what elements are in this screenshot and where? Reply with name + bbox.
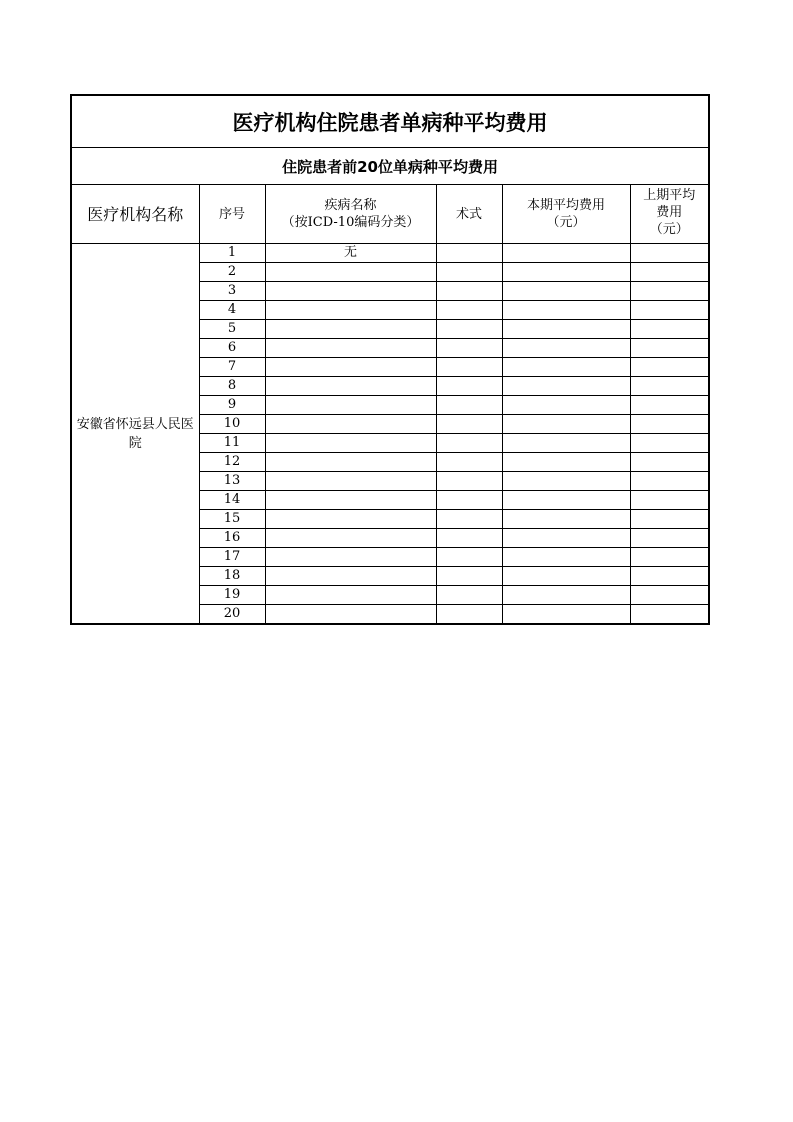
row-seq: 5 [199, 320, 265, 339]
row-seq: 2 [199, 263, 265, 282]
header-institution: 医疗机构名称 [71, 185, 199, 244]
row-previous-cost [630, 339, 709, 358]
row-seq: 14 [199, 491, 265, 510]
row-surgery [436, 567, 502, 586]
row-surgery [436, 244, 502, 263]
row-seq: 20 [199, 605, 265, 625]
row-seq: 6 [199, 339, 265, 358]
subtitle-row [71, 148, 709, 185]
row-current-cost [502, 434, 630, 453]
header-current-line2: （元） [546, 215, 586, 230]
row-disease [265, 510, 436, 529]
row-previous-cost [630, 244, 709, 263]
row-disease [265, 491, 436, 510]
row-disease [265, 548, 436, 567]
row-previous-cost [630, 605, 709, 625]
row-current-cost [502, 263, 630, 282]
row-previous-cost [630, 396, 709, 415]
header-disease [265, 185, 436, 244]
row-seq: 16 [199, 529, 265, 548]
row-surgery [436, 548, 502, 567]
row-disease [265, 320, 436, 339]
row-current-cost [502, 320, 630, 339]
row-surgery [436, 510, 502, 529]
row-disease [265, 586, 436, 605]
row-surgery [436, 263, 502, 282]
row-previous-cost [630, 472, 709, 491]
row-previous-cost [630, 567, 709, 586]
row-surgery [436, 339, 502, 358]
row-disease [265, 377, 436, 396]
header-surgery: 术式 [436, 185, 502, 244]
row-current-cost [502, 510, 630, 529]
row-disease [265, 453, 436, 472]
row-current-cost [502, 339, 630, 358]
row-surgery [436, 453, 502, 472]
row-current-cost [502, 453, 630, 472]
row-previous-cost [630, 301, 709, 320]
row-disease [265, 415, 436, 434]
row-seq: 4 [199, 301, 265, 320]
row-previous-cost [630, 415, 709, 434]
row-surgery [436, 320, 502, 339]
row-disease [265, 434, 436, 453]
row-current-cost [502, 358, 630, 377]
row-current-cost [502, 301, 630, 320]
row-previous-cost [630, 548, 709, 567]
row-seq: 7 [199, 358, 265, 377]
row-disease [265, 263, 436, 282]
row-surgery [436, 472, 502, 491]
row-current-cost [502, 567, 630, 586]
row-previous-cost [630, 586, 709, 605]
row-disease [265, 567, 436, 586]
row-seq: 17 [199, 548, 265, 567]
row-current-cost [502, 377, 630, 396]
row-previous-cost [630, 320, 709, 339]
row-seq: 10 [199, 415, 265, 434]
institution-name: 安徽省怀远县人民医院 [71, 244, 199, 625]
header-previous-cost [630, 185, 709, 244]
row-disease [265, 529, 436, 548]
page-subtitle: 住院患者前20位单病种平均费用 [71, 148, 709, 185]
row-seq: 19 [199, 586, 265, 605]
row-seq: 9 [199, 396, 265, 415]
row-surgery [436, 529, 502, 548]
header-disease-line1: 疾病名称 [324, 198, 377, 213]
row-surgery [436, 415, 502, 434]
title-row [71, 95, 709, 148]
row-previous-cost [630, 491, 709, 510]
row-surgery [436, 586, 502, 605]
row-current-cost [502, 282, 630, 301]
row-disease [265, 282, 436, 301]
row-previous-cost [630, 377, 709, 396]
row-current-cost [502, 586, 630, 605]
row-seq: 18 [199, 567, 265, 586]
header-current-line1: 本期平均费用 [526, 198, 605, 213]
row-surgery [436, 491, 502, 510]
header-previous-line3: （元） [649, 222, 689, 237]
row-surgery [436, 282, 502, 301]
row-previous-cost [630, 453, 709, 472]
header-row [71, 185, 709, 244]
page-title: 医疗机构住院患者单病种平均费用 [71, 95, 709, 148]
row-current-cost [502, 548, 630, 567]
row-previous-cost [630, 282, 709, 301]
row-surgery [436, 396, 502, 415]
row-surgery [436, 377, 502, 396]
row-disease: 无 [265, 244, 436, 263]
header-previous-line2: 费用 [656, 205, 683, 220]
row-surgery [436, 605, 502, 625]
row-seq: 12 [199, 453, 265, 472]
row-previous-cost [630, 434, 709, 453]
row-seq: 13 [199, 472, 265, 491]
row-current-cost [502, 415, 630, 434]
row-disease [265, 301, 436, 320]
row-current-cost [502, 472, 630, 491]
row-previous-cost [630, 358, 709, 377]
row-previous-cost [630, 263, 709, 282]
row-previous-cost [630, 529, 709, 548]
header-previous-line1: 上期平均 [643, 188, 696, 203]
row-current-cost [502, 529, 630, 548]
row-current-cost [502, 491, 630, 510]
row-seq: 15 [199, 510, 265, 529]
row-current-cost [502, 605, 630, 625]
row-surgery [436, 301, 502, 320]
row-disease [265, 396, 436, 415]
row-seq: 3 [199, 282, 265, 301]
header-seq: 序号 [199, 185, 265, 244]
row-surgery [436, 434, 502, 453]
header-current-cost [502, 185, 630, 244]
row-current-cost [502, 396, 630, 415]
row-seq: 8 [199, 377, 265, 396]
row-surgery [436, 358, 502, 377]
row-disease [265, 339, 436, 358]
row-disease [265, 358, 436, 377]
cost-table [70, 94, 710, 625]
row-previous-cost [630, 510, 709, 529]
row-seq: 11 [199, 434, 265, 453]
row-current-cost [502, 244, 630, 263]
row-seq: 1 [199, 244, 265, 263]
row-disease [265, 472, 436, 491]
table-row [71, 244, 709, 263]
row-disease [265, 605, 436, 625]
header-disease-line2: （按ICD-10编码分类） [281, 215, 420, 230]
